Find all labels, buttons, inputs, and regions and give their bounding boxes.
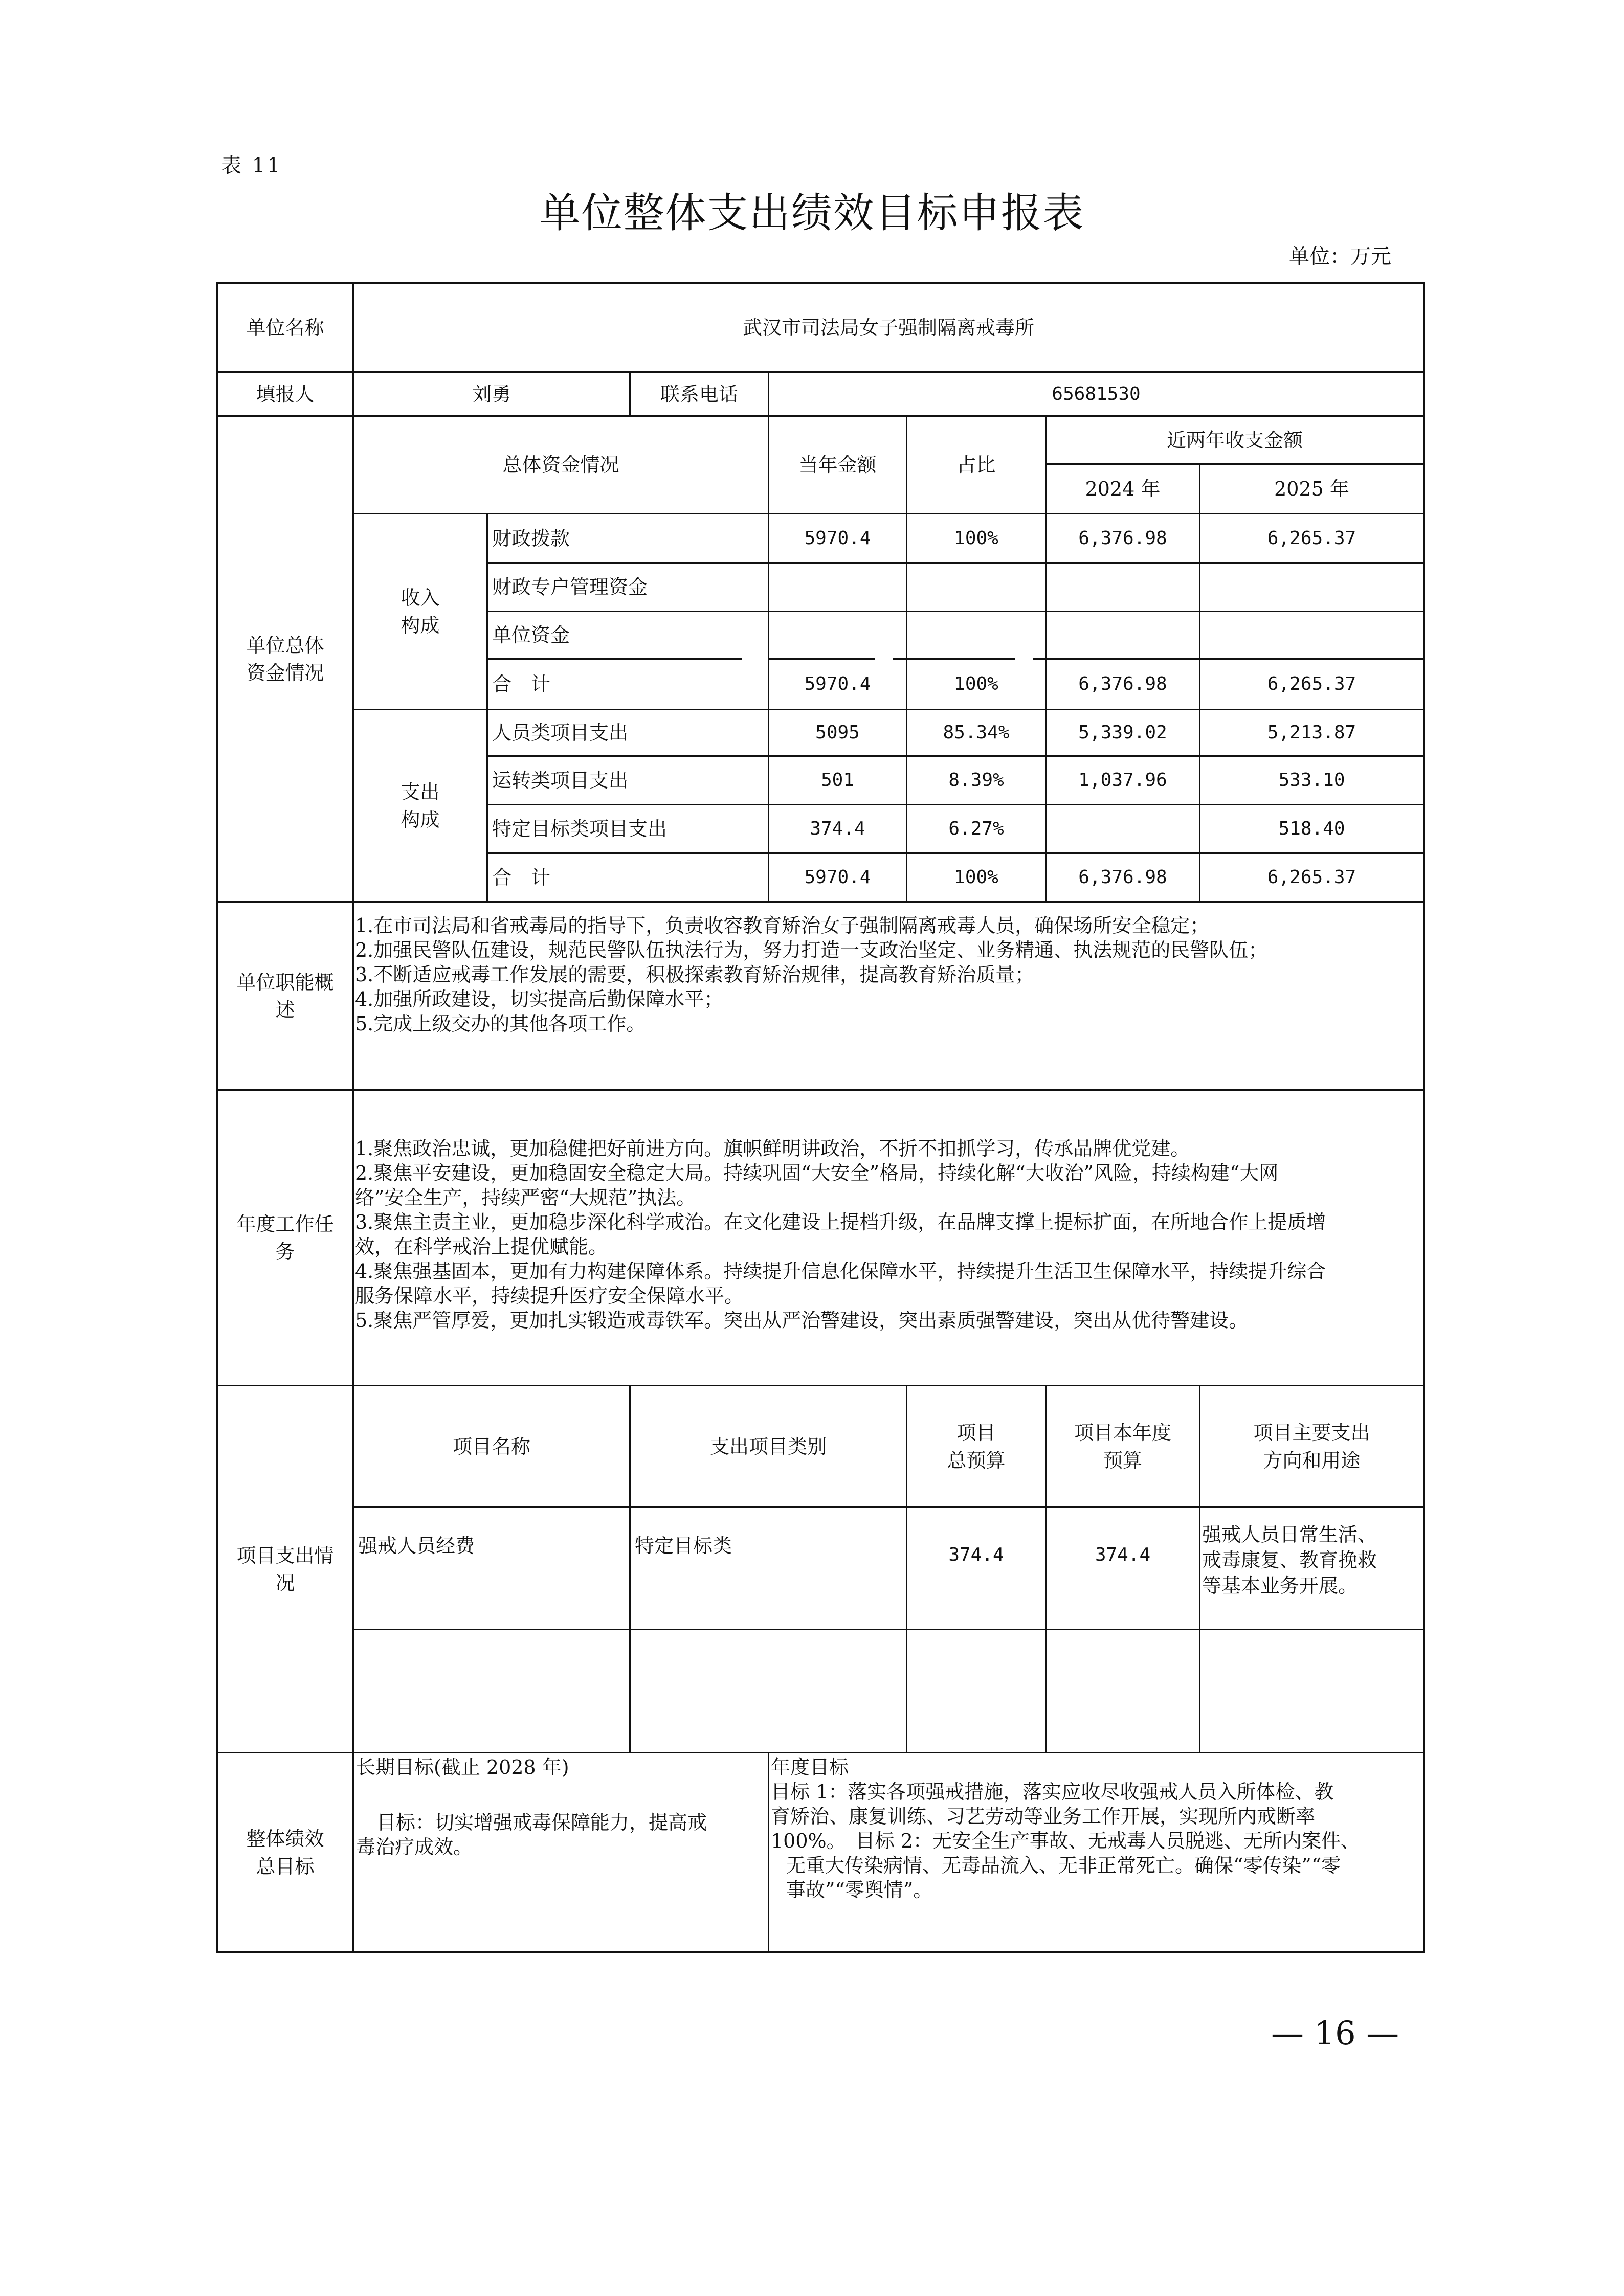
- expense-2024: [1047, 805, 1199, 852]
- income-total-2024: 6,376.98: [1078, 673, 1167, 694]
- expense-total-amount: 5970.4: [804, 867, 871, 888]
- income-2025: [1200, 564, 1423, 611]
- filler-label: 填报人: [256, 382, 315, 406]
- annual-tasks-text: [355, 1136, 1419, 1333]
- duty-line: 2.加强民警队伍建设，规范民警队伍执法行为，努力打造一支政治坚定、业务精通、执法规范的民警队伍；: [355, 939, 1268, 961]
- income-total-2025: 6,265.37: [1267, 673, 1356, 694]
- task-line: 服务保障水平，持续提升医疗安全保障水平。: [355, 1285, 744, 1307]
- year-2025-header: 2025 年: [1274, 478, 1349, 500]
- duties-text: [355, 913, 1419, 1036]
- task-line: 5.聚焦严管厚爱，更加扎实锻造戒毒铁军。突出从严治警建设，突出素质强警建设，突出从优待警建设。: [355, 1309, 1249, 1332]
- project-usage-header: 项目主要支出 方向和用途: [1253, 1421, 1370, 1472]
- project-name-header: 项目名称: [452, 1435, 530, 1458]
- expense-item-name: 特定目标类项目支出: [492, 818, 668, 840]
- expense-ratio: 8.39%: [948, 770, 1004, 791]
- project-expense-label: 项目支出情 况: [236, 1544, 334, 1594]
- filler-value: 刘勇: [472, 382, 511, 406]
- income-2024: [1047, 564, 1199, 611]
- phone-label: 联系电话: [660, 382, 738, 406]
- income-item-name: 财政拨款: [492, 527, 570, 550]
- project-total-budget-header: 项目 总预算: [947, 1421, 1006, 1472]
- unit-name-label: 单位名称: [246, 316, 324, 339]
- overall-goals-label: 整体绩效 总目标: [246, 1827, 324, 1878]
- document-title: 单位整体支出绩效目标申报表: [539, 189, 1085, 237]
- table-number-label: 表 11: [221, 154, 282, 177]
- duty-line: 4.加强所政建设，切实提高后勤保障水平；: [355, 988, 724, 1010]
- long-term-goal-title: 长期目标(截止 2028 年): [356, 1756, 569, 1779]
- annual-goal-line: 目标 1：落实各项强戒措施，落实应收尽收强戒人员入所体检、教: [771, 1781, 1334, 1803]
- task-line: 4.聚焦强基固本，更加有力构建保障体系。持续提升信息化保障水平，持续提升生活卫生保障水平，持续提升综合: [355, 1260, 1326, 1282]
- expense-ratio: 6.27%: [948, 818, 1004, 839]
- expense-total-label: 合 计: [492, 866, 551, 889]
- annual-goal-line: 育矫治、康复训练、习艺劳动等业务工作开展，实现所内戒断率: [771, 1805, 1316, 1828]
- expense-2024: 1,037.96: [1078, 770, 1167, 791]
- project-annual-budget-header: 项目本年度 预算: [1074, 1421, 1171, 1472]
- annual-goal-title: 年度目标: [771, 1756, 849, 1779]
- income-2025: [1200, 612, 1423, 658]
- current-amount-header: 当年金额: [798, 454, 877, 476]
- expense-2025: 5,213.87: [1267, 722, 1356, 743]
- expense-total-2025: 6,265.37: [1267, 867, 1356, 888]
- income-composition-label: 收入 构成: [401, 587, 440, 637]
- income-item-name: 单位资金: [492, 624, 570, 646]
- task-line: 络”安全生产，持续严密“大规范”执法。: [355, 1186, 696, 1209]
- income-total-label: 合 计: [492, 673, 551, 695]
- project-total-budget: 374.4: [948, 1544, 1004, 1565]
- annual-goal: [771, 1755, 1420, 1902]
- expense-total-2024: 6,376.98: [1078, 867, 1167, 888]
- project-usage: 强戒人员日常生活、 戒毒康复、教育挽救 等基本业务开展。: [1202, 1523, 1377, 1597]
- overall-funds-header: 总体资金情况: [502, 454, 619, 476]
- expense-item-name: 运转类项目支出: [492, 769, 629, 792]
- expense-amount: 501: [820, 770, 855, 791]
- income-total-ratio: 100%: [954, 673, 998, 694]
- expense-ratio: 85.34%: [943, 722, 1010, 743]
- annual-goal-line: 事故”“零舆情”。: [786, 1879, 933, 1901]
- unit-name-value: 武汉市司法局女子强制隔离戒毒所: [742, 316, 1034, 339]
- annual-goal-line: 无重大传染病情、无毒品流入、无非正常死亡。确保“零传染”“零: [786, 1854, 1341, 1877]
- income-2025: 6,265.37: [1267, 527, 1356, 549]
- duty-line: 3.不断适应戒毒工作发展的需要，积极探索教育矫治规律，提高教育矫治质量；: [355, 963, 1035, 986]
- income-2024: [1047, 612, 1199, 658]
- task-line: 3.聚焦主责主业，更加稳步深化科学戒治。在文化建设上提档升级，在品牌支撑上提标扩面，在所地合作上提质增: [355, 1211, 1326, 1233]
- expense-2024: 5,339.02: [1078, 722, 1167, 743]
- income-ratio: [907, 612, 1045, 658]
- expense-composition-label: 支出 构成: [401, 780, 440, 831]
- expense-2025: 518.40: [1278, 818, 1345, 839]
- income-ratio: [907, 564, 1045, 611]
- long-term-goal-line: 目标：切实增强戒毒保障能力，提高戒: [376, 1811, 707, 1834]
- income-item-name: 财政专户管理资金: [492, 576, 648, 598]
- long-term-goal-line: 毒治疗成效。: [356, 1836, 473, 1858]
- expense-total-ratio: 100%: [954, 867, 998, 888]
- project-name: 强戒人员经费: [358, 1535, 475, 1557]
- income-amount: [769, 612, 906, 658]
- income-2024: 6,376.98: [1078, 527, 1167, 549]
- ratio-header: 占比: [956, 454, 996, 476]
- year-2024-header: 2024 年: [1085, 478, 1161, 500]
- duty-line: 5.完成上级交办的其他各项工作。: [355, 1012, 646, 1035]
- project-category: 特定目标类: [635, 1535, 732, 1557]
- expense-2025: 533.10: [1278, 770, 1345, 791]
- income-total-amount: 5970.4: [804, 673, 871, 694]
- project-category-header: 支出项目类别: [709, 1435, 827, 1458]
- task-line: 2.聚焦平安建设，更加稳固安全稳定大局。持续巩固“大安全”格局，持续化解“大收治”风险，持续构建“大网: [355, 1162, 1279, 1184]
- task-line: 效，在科学戒治上提优赋能。: [355, 1235, 608, 1258]
- long-term-goal: [356, 1755, 765, 1859]
- income-ratio: 100%: [954, 527, 998, 549]
- recent-years-header: 近两年收支金额: [1166, 429, 1303, 452]
- expense-amount: 374.4: [810, 818, 865, 839]
- funds-section-label: 单位总体 资金情况: [246, 634, 324, 684]
- project-annual-budget: 374.4: [1095, 1544, 1151, 1565]
- expense-amount: 5095: [815, 722, 860, 743]
- income-amount: [769, 564, 906, 611]
- phone-value: 65681530: [1052, 383, 1141, 404]
- task-line: 1.聚焦政治忠诚，更加稳健把好前进方向。旗帜鲜明讲政治，不折不扣抓学习，传承品牌优党建。: [355, 1137, 1190, 1160]
- annual-tasks-label: 年度工作任 务: [236, 1212, 334, 1263]
- duties-label: 单位职能概 述: [236, 971, 334, 1021]
- duty-line: 1.在市司法局和省戒毒局的指导下，负责收容教育矫治女子强制隔离戒毒人员，确保场所安全稳定；: [355, 914, 1210, 937]
- expense-item-name: 人员类项目支出: [492, 722, 629, 744]
- income-amount: 5970.4: [804, 527, 871, 549]
- page-number: — 16 —: [1271, 2015, 1399, 2053]
- currency-unit-note: 单位：万元: [1289, 245, 1391, 268]
- annual-goal-line: 100%。 目标 2：无安全生产事故、无戒毒人员脱逃、无所内案件、: [771, 1830, 1360, 1852]
